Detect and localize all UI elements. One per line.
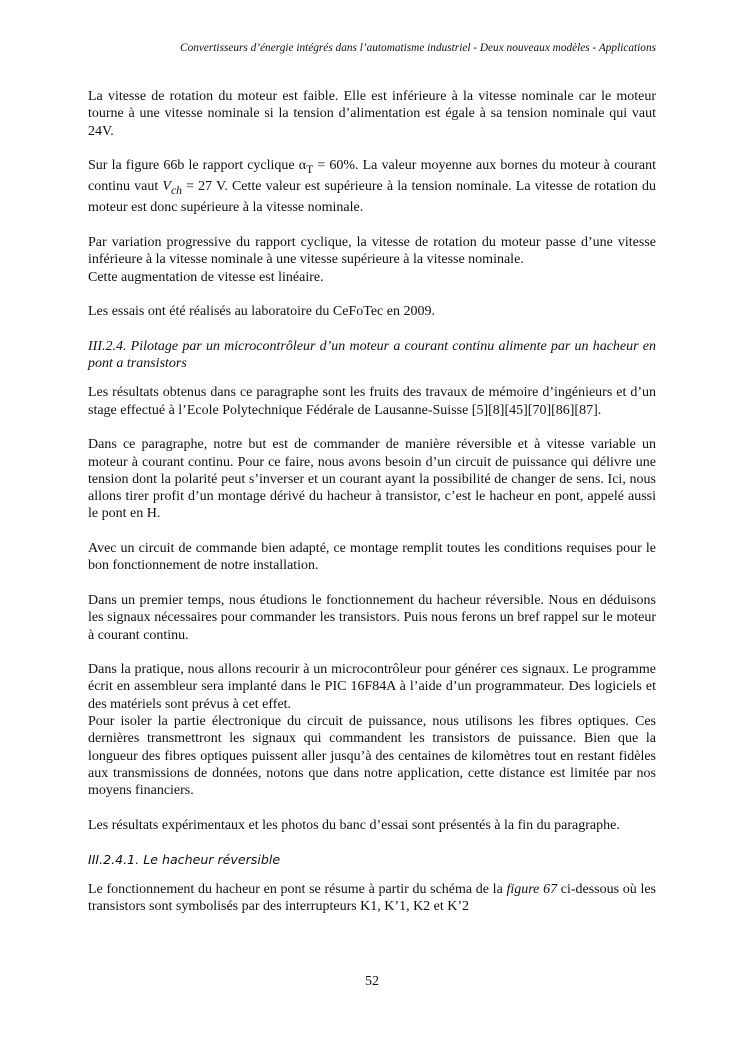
paragraph-first-step: Dans un premier temps, nous étudions le fonctionnement du hacheur réversible. Nous en déduisons les signaux nécessaires pour commander les transistors. Puis nous ferons un bref rappel sur le moteur à courant continu. (88, 592, 656, 643)
p2-variable-v: V (162, 179, 171, 195)
p2-text-3: = 27 V. Cette valeur est supérieure à la tension nominale. La vitesse de rotation du moteur est donc supérieure à la vitesse nominale. (88, 179, 656, 216)
paragraph-progressive-variation: Par variation progressive du rapport cyclique, la vitesse de rotation du moteur passe d’une vitesse inférieure à la vitesse nominale à une vitesse supérieure à la vitesse nominale. (88, 234, 656, 268)
paragraph-goal: Dans ce paragraphe, notre but est de commander de manière réversible et à vitesse variable un moteur à courant continu. Pour ce faire, nous avons besoin d’un circuit de puissance qui délivre une tension dont la polarité peut s’inverser et un courant ayant la possibilité de changer de sens. Ici, nous allons tirer profit d’un montage dérivé du hacheur à transistor, c’est le hacheur en pont, appelé aussi le pont en H. (88, 437, 656, 522)
p2-text-2: = 60%. La valeur moyenne aux bornes du moteur à courant continu vaut (88, 158, 656, 195)
p11-text-2: ci-dessous où les transistors sont symbolisés par des interrupteurs K1, K’1, K2 et K’2 (88, 881, 656, 914)
body-text (88, 88, 656, 933)
paragraph-bridge-chopper (88, 881, 656, 916)
paragraph-linear-increase: Cette augmentation de vitesse est linéaire. (88, 269, 324, 285)
paragraph-microcontroller: Dans la pratique, nous allons recourir à un microcontrôleur pour générer ces signaux. Le programme écrit en assembleur sera implanté dans le PIC 16F84A à l’aide d’un programmateur. Des logiciels et des matériels sont prévus à cet effet. (88, 662, 656, 712)
p2-subscript-t: T (306, 162, 314, 176)
page-number: 52 (365, 974, 379, 989)
paragraph-figure-66b (88, 157, 656, 216)
paragraph-control-circuit: Avec un circuit de commande bien adapté, ce montage remplit toutes les conditions requises pour le bon fonctionnement de notre installation. (88, 541, 656, 574)
paragraph-motor-speed-low: La vitesse de rotation du moteur est faible. Elle est inférieure à la vitesse nominale car le moteur tourne à une vitesse nominale si la tension d’alimentation est égale à sa tension nominale qui vaut 24V. (88, 89, 656, 139)
paragraph-results-sources: Les résultats obtenus dans ce paragraphe sont les fruits des travaux de mémoire d’ingénieurs et d’un stage effectué à l’Ecole Polytechnique Fédérale de Lausanne-Suisse [5][8][45][70][86][87]. (88, 385, 656, 418)
running-header: Convertisseurs d’énergie intégrés dans l’automatisme industriel - Deux nouveaux modèles - Applications (180, 42, 656, 54)
section-heading-iii-2-4: III.2.4. Pilotage par un microcontrôleur d’un moteur a courant continu alimente par un hacheur en pont a transistors (88, 338, 656, 372)
p2-text-1: Sur la figure 66b le rapport cyclique α (88, 158, 307, 174)
subsection-heading-iii-2-4-1: III.2.4.1. Le hacheur réversible (88, 852, 281, 868)
paragraph-optical-fibers: Pour isoler la partie électronique du circuit de puissance, nous utilisons les fibres optiques. Ces dernières transmettront les signaux qui commandent les transistors de puissance. Bien que la longueur des fibres optiques puissent aller jusqu’à des centaines de kilomètres tout en restant fidèles aux transmissions de données, notons que dans notre application, cette distance est limitée par nos moyens financiers. (88, 713, 656, 799)
paragraph-tests-cefotec: Les essais ont été réalisés au laboratoire du CeFoTec en 2009. (88, 304, 435, 320)
paragraph-experimental-results: Les résultats expérimentaux et les photos du banc d’essai sont présentés à la fin du paragraphe. (88, 817, 620, 833)
p2-subscript-ch: ch (170, 184, 182, 198)
figure-reference: figure 67 (506, 881, 558, 897)
p11-text-1: Le fonctionnement du hacheur en pont se résume à partir du schéma de la (88, 881, 507, 897)
